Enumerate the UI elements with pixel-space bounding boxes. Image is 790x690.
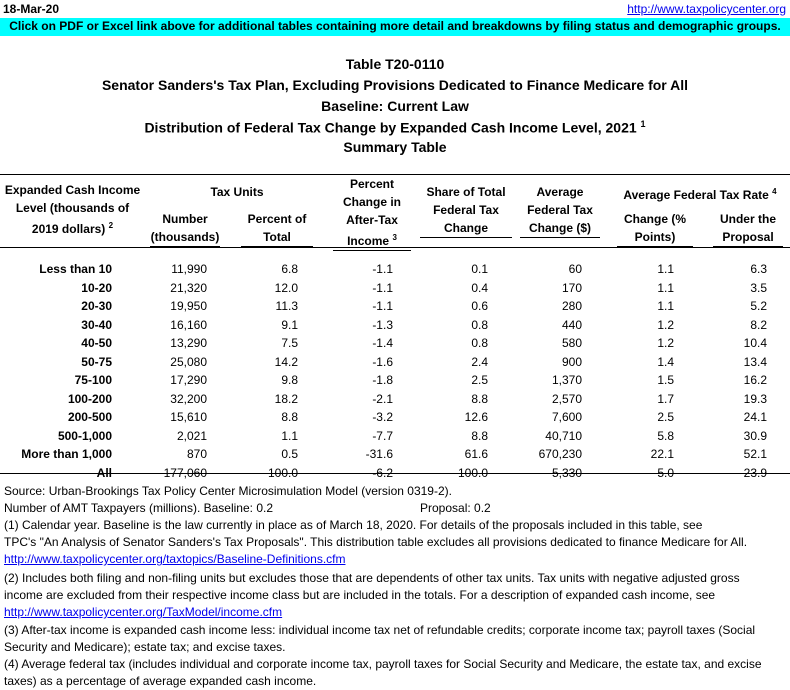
cell-rate-change: 5.0 — [657, 466, 674, 480]
baseline-definitions-link[interactable]: http://www.taxpolicycenter.org/taxtopics/Baseline-Definitions.cfm — [4, 552, 346, 566]
col-rate-change-l1: Change (% — [623, 212, 686, 226]
cell-rate-change: 1.7 — [657, 392, 674, 406]
col-avg-change-l3: Change ($) — [520, 219, 600, 238]
cell-rate-proposal: 30.9 — [743, 429, 767, 443]
row-label: 100-200 — [67, 392, 112, 406]
cell-rate-proposal: 23.9 — [743, 466, 767, 480]
note-amt: Number of AMT Taxpayers (millions). Baseline: 0.2 — [4, 501, 273, 515]
cell-rate-change: 1.5 — [657, 373, 674, 387]
col-rate-change — [617, 210, 693, 247]
note-3a: (3) After-tax income is expanded cash income less: individual income tax net of refundable credits; corporate income tax; payroll taxes (Social — [4, 623, 756, 637]
cell-rate-change: 2.5 — [657, 410, 674, 424]
title-line-2: Baseline: Current Law — [321, 98, 469, 114]
footnote-ref-4: 4 — [772, 187, 777, 196]
cell-rate-proposal: 24.1 — [743, 410, 767, 424]
col-percent-change-l1: Percent — [349, 177, 395, 191]
cell-percent-total: 12.0 — [274, 281, 298, 295]
row-label: 30-40 — [81, 318, 112, 332]
report-date: 18-Mar-20 — [3, 2, 60, 16]
col-share-total-l2: Federal Tax — [433, 203, 499, 217]
cell-share-total: 0.1 — [471, 262, 488, 276]
footnote-ref-3: 3 — [392, 233, 397, 242]
col-percent-total-l2: Total — [241, 228, 313, 247]
cell-share-total: 0.8 — [471, 318, 488, 332]
col-avg-change-l2: Federal Tax — [527, 203, 593, 217]
cell-number: 19,950 — [170, 299, 207, 313]
cell-percent-change: -2.1 — [372, 392, 393, 406]
cell-number: 15,610 — [170, 410, 207, 424]
col-share-total — [420, 183, 512, 238]
col-percent-change — [333, 175, 411, 251]
cell-avg-change: 7,600 — [551, 410, 582, 424]
col-rate-proposal — [713, 210, 783, 247]
col-percent-total-l1: Percent of — [247, 212, 307, 226]
cell-percent-change: -3.2 — [372, 410, 393, 424]
col-percent-total — [241, 210, 313, 247]
title-line-3-text: Distribution of Federal Tax Change by Expanded Cash Income Level, 2021 — [144, 119, 637, 136]
cell-share-total: 12.6 — [464, 410, 488, 424]
col-number-l1: Number — [162, 212, 208, 226]
cell-percent-change: -1.4 — [372, 336, 393, 350]
note-4a: (4) Average federal tax (includes individual and corporate income tax, payroll taxes for Social Security and Medicare, the estate tax, and excise — [4, 657, 762, 671]
note-amt-proposal: Proposal: 0.2 — [420, 501, 491, 515]
col-avg-change — [520, 183, 600, 238]
cell-number: 13,290 — [170, 336, 207, 350]
note-3b: Security and Medicare); estate tax; and excise taxes. — [4, 640, 286, 654]
col-share-total-l3: Change — [420, 219, 512, 238]
cell-number: 177,060 — [163, 466, 207, 480]
cell-percent-total: 8.8 — [281, 410, 298, 424]
col-rate-change-l2: Points) — [617, 228, 693, 247]
cell-percent-total: 7.5 — [281, 336, 298, 350]
cell-rate-proposal: 8.2 — [750, 318, 767, 332]
row-label: 40-50 — [81, 336, 112, 350]
banner-text: Click on PDF or Excel link above for additional tables containing more detail and breakdowns by filing status and demographic groups. — [9, 19, 781, 33]
col-percent-change-l3: After-Tax — [346, 213, 398, 227]
row-label: 500-1,000 — [57, 429, 112, 443]
title-line-4: Summary Table — [343, 139, 447, 155]
cell-avg-change: 60 — [568, 262, 582, 276]
banner — [0, 18, 790, 36]
cell-rate-proposal: 52.1 — [743, 447, 767, 461]
note-2a: (2) Includes both filing and non-filing units but excludes those that are dependents of other tax units. Tax units with negative adjusted gross — [4, 571, 740, 585]
cell-share-total: 0.4 — [471, 281, 488, 295]
cell-number: 11,990 — [171, 262, 207, 276]
row-label: 200-500 — [67, 410, 112, 424]
cell-rate-proposal: 13.4 — [743, 355, 767, 369]
row-label: 50-75 — [81, 355, 112, 369]
cell-share-total: 2.4 — [471, 355, 488, 369]
cell-rate-proposal: 16.2 — [743, 373, 767, 387]
cell-share-total: 61.6 — [464, 447, 488, 461]
cell-number: 870 — [186, 447, 207, 461]
cell-rate-change: 1.1 — [657, 262, 674, 276]
note-4b: taxes) as a percentage of average expanded cash income. — [4, 674, 317, 688]
col-income-level-l2: Level (thousands of — [15, 201, 130, 215]
table-id: Table T20-0110 — [345, 56, 445, 72]
col-tax-units — [152, 183, 322, 201]
cell-number: 16,160 — [170, 318, 207, 332]
cell-percent-change: -1.1 — [372, 262, 393, 276]
taxpolicycenter-link[interactable]: http://www.taxpolicycenter.org — [627, 2, 786, 16]
cell-percent-change: -1.3 — [372, 318, 393, 332]
title-line-1: Senator Sanders's Tax Plan, Excluding Provisions Dedicated to Finance Medicare for All — [101, 77, 689, 93]
cell-avg-change: 40,710 — [545, 429, 582, 443]
cell-percent-change: -1.1 — [372, 299, 393, 313]
col-avg-rate-label: Average Federal Tax Rate — [623, 188, 769, 202]
col-number-l2: (thousands) — [150, 228, 220, 247]
note-source: Source: Urban-Brookings Tax Policy Center Microsimulation Model (version 0319-2). — [4, 484, 452, 498]
cell-avg-change: 1,370 — [551, 373, 582, 387]
note-2b: income are excluded from their respective income class but are included in the totals. For a description of expanded cash income, see — [4, 588, 716, 602]
cell-percent-change: -31.6 — [365, 447, 393, 461]
cell-avg-change: 440 — [561, 318, 582, 332]
cell-rate-change: 1.1 — [657, 299, 674, 313]
cell-rate-proposal: 19.3 — [743, 392, 767, 406]
cell-share-total: 8.8 — [471, 392, 488, 406]
col-avg-rate — [612, 183, 788, 204]
cell-rate-change: 1.1 — [657, 281, 674, 295]
row-label: All — [96, 466, 112, 480]
cell-percent-change: -1.6 — [372, 355, 393, 369]
cell-rate-change: 1.2 — [657, 318, 674, 332]
income-definition-link[interactable]: http://www.taxpolicycenter.org/TaxModel/income.cfm — [4, 605, 283, 619]
cell-rate-proposal: 3.5 — [750, 281, 767, 295]
cell-percent-change: -6.2 — [372, 466, 393, 480]
note-1b: TPC's "An Analysis of Senator Sanders's Tax Proposals". This distribution table excludes all provisions dedicated to finance Medicare for All. — [4, 535, 748, 549]
cell-avg-change: 5,330 — [551, 466, 582, 480]
note-1a: (1) Calendar year. Baseline is the law currently in place as of March 18, 2020. For details of the proposals included in this table, see — [4, 518, 703, 532]
cell-percent-change: -1.8 — [372, 373, 393, 387]
row-label: 75-100 — [74, 373, 112, 387]
cell-share-total: 0.8 — [471, 336, 488, 350]
cell-share-total: 100.0 — [457, 466, 488, 480]
footnote-ref-1: 1 — [640, 119, 646, 129]
cell-rate-change: 1.4 — [657, 355, 674, 369]
cell-number: 25,080 — [170, 355, 207, 369]
cell-avg-change: 170 — [561, 281, 582, 295]
col-income-level — [0, 181, 145, 238]
cell-avg-change: 280 — [561, 299, 582, 313]
cell-percent-total: 14.2 — [274, 355, 298, 369]
col-income-level-l1: Expanded Cash Income — [4, 183, 141, 197]
cell-percent-total: 0.5 — [281, 447, 298, 461]
row-label: 20-30 — [81, 299, 112, 313]
col-rate-proposal-l2: Proposal — [713, 228, 783, 247]
cell-rate-change: 5.8 — [657, 429, 674, 443]
cell-percent-total: 9.1 — [281, 318, 298, 332]
row-label: More than 1,000 — [21, 447, 112, 461]
cell-percent-total: 9.8 — [281, 373, 298, 387]
cell-avg-change: 900 — [561, 355, 582, 369]
cell-number: 2,021 — [176, 429, 207, 443]
cell-number: 21,320 — [170, 281, 207, 295]
cell-share-total: 8.8 — [471, 429, 488, 443]
cell-percent-total: 11.3 — [275, 299, 298, 313]
cell-percent-change: -1.1 — [372, 281, 393, 295]
cell-number: 17,290 — [170, 373, 207, 387]
col-tax-units-label: Tax Units — [210, 185, 264, 199]
col-share-total-l1: Share of Total — [426, 185, 506, 199]
cell-avg-change: 2,570 — [551, 392, 582, 406]
col-income-level-l3: 2019 dollars) — [31, 222, 106, 236]
cell-rate-change: 22.1 — [650, 447, 674, 461]
footnote-ref-2: 2 — [108, 221, 114, 230]
cell-percent-total: 100.0 — [267, 466, 298, 480]
cell-rate-proposal: 5.2 — [750, 299, 767, 313]
cell-rate-proposal: 10.4 — [743, 336, 767, 350]
cell-percent-change: -7.7 — [372, 429, 393, 443]
table-bottom-border — [0, 473, 790, 474]
cell-percent-total: 6.8 — [281, 262, 298, 276]
cell-percent-total: 18.2 — [274, 392, 298, 406]
col-avg-change-l1: Average — [536, 185, 584, 199]
cell-share-total: 2.5 — [471, 373, 488, 387]
row-label: Less than 10 — [39, 262, 112, 276]
col-rate-proposal-l1: Under the — [719, 212, 776, 226]
col-percent-change-l2: Change in — [342, 195, 401, 209]
row-label: 10-20 — [81, 281, 112, 295]
cell-share-total: 0.6 — [471, 299, 488, 313]
cell-avg-change: 580 — [561, 336, 582, 350]
col-percent-change-l4: Income — [347, 234, 390, 248]
cell-rate-change: 1.2 — [657, 336, 674, 350]
cell-avg-change: 670,230 — [538, 447, 582, 461]
cell-number: 32,200 — [170, 392, 207, 406]
header-bottom-border — [0, 247, 790, 248]
title-line-3 — [0, 119, 790, 136]
cell-percent-total: 1.1 — [281, 429, 298, 443]
col-number — [150, 210, 220, 247]
cell-rate-proposal: 6.3 — [750, 262, 767, 276]
